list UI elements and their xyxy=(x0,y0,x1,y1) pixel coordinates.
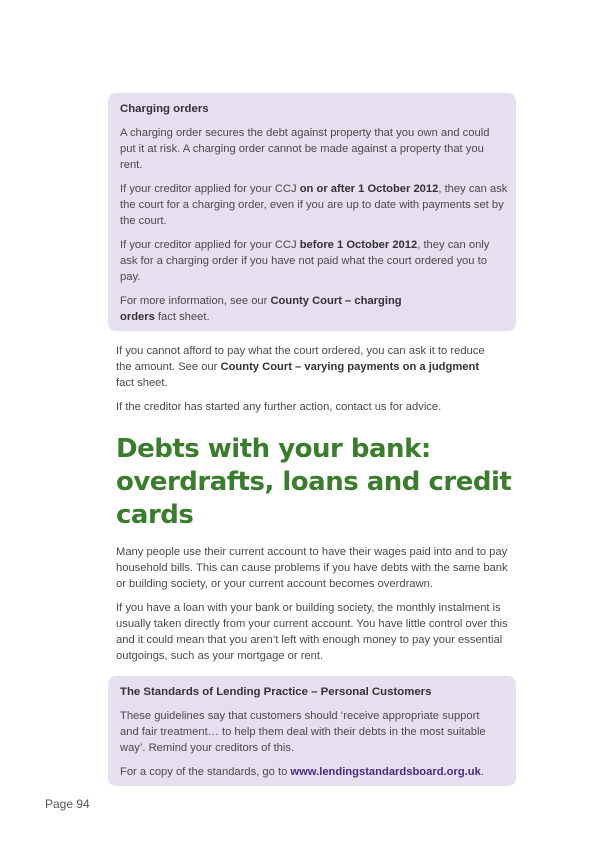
paragraph: A charging order secures the debt against property that you own and could put it at risk. A charging order cannot be made against a property that you rent. xyxy=(120,127,490,171)
body-section-1 xyxy=(108,343,516,415)
text: For more information, see our xyxy=(120,295,271,307)
lending-standards-link[interactable]: www.lendingstandardsboard.org.uk xyxy=(290,766,481,778)
bold-text: on or after 1 October 2012 xyxy=(299,183,439,195)
paragraph xyxy=(116,343,486,391)
text: For a copy of the standards, go to xyxy=(120,766,291,778)
fact-sheet-link: County Court – varying payments on a judgment xyxy=(220,361,480,373)
paragraph xyxy=(120,237,508,285)
text: fact sheet. xyxy=(116,377,168,389)
paragraph: If the creditor has started any further action, contact us for advice. xyxy=(116,401,442,413)
paragraph: If you have a loan with your bank or building society, the monthly instalment is usually taken directly from your current account. You have little control over this and it could mean that you aren’t left with enough money to pay your essential outgoings, such as your mortgage or rent. xyxy=(116,602,508,662)
text: . xyxy=(480,766,484,778)
text: If you cannot afford to pay what the court ordered, you can ask it to reduce the amount. See our xyxy=(116,345,485,373)
page-number: Page 94 xyxy=(45,797,90,811)
paragraph: Many people use their current account to have their wages paid into and to pay household bills. This can cause problems if you have debts with the same bank or building society, or your current account becomes overdrawn. xyxy=(116,546,508,590)
box-title: The Standards of Lending Practice – Personal Customers xyxy=(120,686,432,698)
paragraph xyxy=(120,764,508,780)
text: If your creditor applied for your CCJ xyxy=(120,239,300,251)
paragraph xyxy=(120,293,420,325)
paragraph: These guidelines say that customers should ‘receive appropriate support and fair treatment… to help them deal with their debts in the most suitable way’. Remind your creditors of this. xyxy=(120,710,486,754)
text: , they can only ask for a charging order if you have not paid what the court ordered you to pay. xyxy=(120,239,490,283)
bold-text: before 1 October 2012 xyxy=(299,239,418,251)
lending-standards-box xyxy=(108,676,516,786)
box-title: Charging orders xyxy=(120,103,209,115)
charging-orders-box xyxy=(108,93,516,331)
text: If your creditor applied for your CCJ xyxy=(120,183,300,195)
fact-sheet-link: County Court – charging orders xyxy=(120,295,402,323)
body-section-2 xyxy=(108,544,516,664)
text: , they can ask the court for a charging order, even if you are up to date with payments set by the court. xyxy=(120,183,508,227)
content-column xyxy=(108,0,516,846)
section-heading: Debts with your bank: overdrafts, loans and credit cards xyxy=(116,434,512,530)
paragraph xyxy=(120,181,508,229)
text: fact sheet. xyxy=(154,311,210,323)
